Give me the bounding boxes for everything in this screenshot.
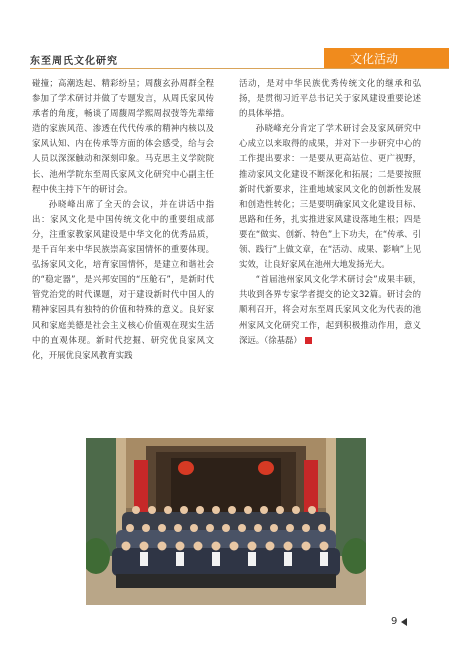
section-label: 文化活动	[350, 52, 399, 66]
body-paragraph: 碰撞；高潮迭起、精彩纷呈；周馥玄孙周群全程参加了学术研讨并做了专题发言，从周氏家风传承者的角度，畅谈了周馥周学熙周叔弢等先辈缔造的家族风范、渗透在代代传承的精神内核以及家风认知、内在传承等方面的体会感受，给与会人员以深深触动和深刻印象。马克思主义学院院长、池州学院东至周氏家风文化研究中心副主任程中侠主持下午的研讨会。	[32, 78, 214, 194]
header-divider	[30, 68, 449, 69]
group-photo	[86, 438, 366, 605]
page-arrow-icon	[401, 618, 407, 626]
body-paragraph: 孙晓峰充分肯定了学术研讨会及家风研究中心成立以来取得的成果，并对下一步研究中心的工作提出要求：一是要从更高站位、更广视野，推动家风文化建设不断深化和拓展；二是要按照新时代新要求，注重地域家风文化的创新性发展和创造性转化；三是要明确家风文化建设目标、思路和任务，扎实推进家风建设落地生根；四是要在“做实、创新、特色”上下功夫，在“传承、引领、践行”上做文章，在“活动、成果、影响”上见实效，让良好家风在池州大地发扬光大。	[239, 123, 421, 270]
left-column	[32, 76, 214, 363]
group-photo-illustration	[86, 438, 366, 605]
journal-title: 东至周氏文化研究	[30, 56, 118, 67]
body-paragraph-final	[239, 272, 421, 347]
right-column	[239, 76, 421, 348]
section-tab	[324, 48, 449, 68]
end-of-article-mark	[305, 337, 312, 344]
closing-text: “首届池州家风文化学术研讨会”成果丰硕，共收到各界专家学者提交的论文32篇。研讨会的顺利召开，将会对东至周氏家风文化为代表的池州家风文化研究工作，起到积极推动作用，意义深远。（徐基磊）	[239, 274, 421, 345]
body-paragraph: 孙晓峰出席了全天的会议，并在讲话中指出：家风文化是中国传统文化中的重要组成部分，注重家教家风建设是中华文化的优秀品质，是千百年来中华民族崇高家国情怀的重要体现。弘扬家风文化，培育家国情怀，是建立和谐社会的“稳定器”，是兴邦安国的“压舱石”，是新时代管党治党的时代课题，对于建设新时代中国人的精神家园具有独特的价值和特殊的意义。良好家风和家庭美德是社会主义核心价值观在现实生活中的直观体现。新时代挖掘、研究优良家风文化，开展优良家风教育实践	[32, 198, 214, 360]
page-number: 9	[391, 616, 398, 627]
body-paragraph: 活动，是对中华民族优秀传统文化的继承和弘扬，是贯彻习近平总书记关于家风建设重要论述的具体举措。	[239, 78, 421, 119]
